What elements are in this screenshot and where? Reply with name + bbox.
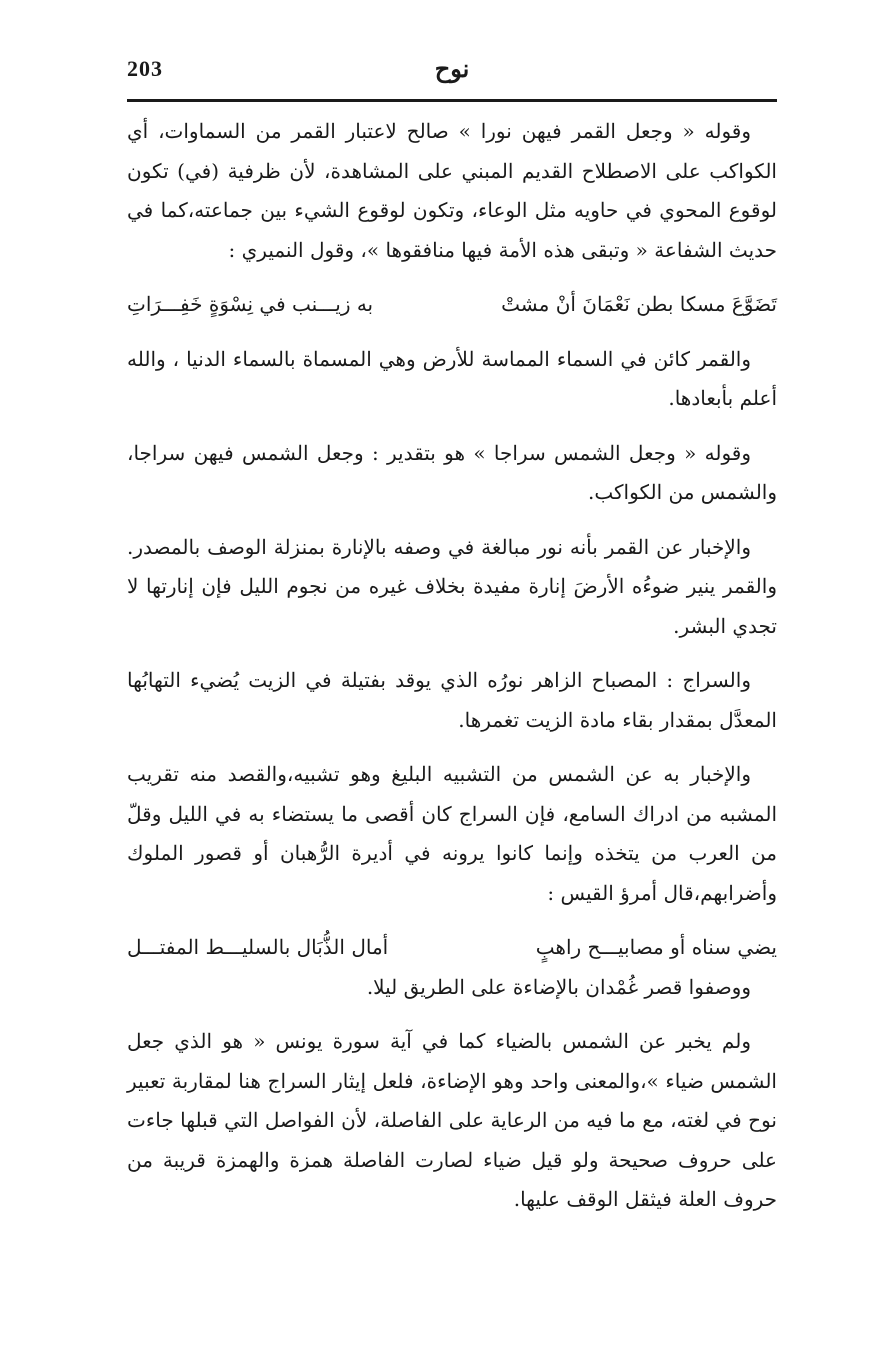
paragraph-7: ولم يخبر عن الشمس بالضياء كما في آية سورة يونس « هو الذي جعل الشمس ضياء »،والمعنى واحد وهو الإضاءة، فلعل إيثار السراج هنا لمقاربة تعبير نوح في لغته، مع ما فيه من الرعاية على الفاصلة، لأن الفواصل التي قبلها جاءت على حروف صحيحة ولو قيل ضياء لصارت الفاصلة همزة والهمزة قريبة من حروف العلة فيثقل الوقف عليها.: [127, 1029, 777, 1211]
paragraph-1: وقوله « وجعل القمر فيهن نورا » صالح لاعتبار القمر من السماوات، أي الكواكب على الاصطلاح القديم المبني على المشاهدة، لأن ظرفية (في) تكون لوقوع المحوي في حاويه مثل الوعاء، وتكون لوقوع الشيء بين جماعته،كما في حديث الشفاعة « وتبقى هذه الأمة فيها منافقوها »، وقول النميري :: [127, 119, 777, 262]
verse-2-second-hemistich: أمال الذُّبَال بالسليـــط المفتـــل: [127, 935, 389, 959]
page-number: 203: [127, 56, 163, 81]
verse-line-1: [127, 285, 777, 325]
paragraph-4: والإخبار عن القمر بأنه نور مبالغة في وصفه بالإنارة بمنزلة الوصف بالمصدر. والقمر ينير ضوءُه الأرضَ إنارة مفيدة بخلاف غيره من نجوم الليل فإن إنارتها لا تجدي البشر.: [127, 534, 777, 638]
paragraph-3: وقوله « وجعل الشمس سراجا » هو بتقدير : وجعل الشمس فيهن سراجا، والشمس من الكواكب.: [127, 440, 777, 504]
paragraph-2: والقمر كائن في السماء المماسة للأرض وهي المسماة بالسماء الدنيا ، والله أعلم بأبعادها.: [127, 346, 777, 410]
verse-1-second-hemistich: به زيـــنب في نِسْوَةٍ خَفِـــرَاتِ: [127, 292, 374, 316]
verse-1-first-hemistich: تَضَوَّعَ مسكا بطن نَعْمَانَ أنْ مشتْ: [501, 292, 777, 316]
body-text: [127, 112, 777, 1220]
paragraph-6: والإخبار به عن الشمس من التشبيه البليغ وهو تشبيه،والقصد منه تقريب المشبه من ادراك السامع، فإن السراج كان أقصى ما يستضاء به في الليل وقلّ من العرب من يتخذه وإنما كانوا يرونه في أديرة الرُّهبان أو قصور الملوك وأضرابهم،قال أمرؤ القيس :: [127, 762, 777, 905]
header-rule: [127, 99, 777, 102]
verse-2-first-hemistich: يضي سناه أو مصابيـــح راهبٍ: [535, 935, 777, 959]
verse-line-2: [127, 928, 777, 968]
page-header: [127, 52, 777, 96]
verse-2-note: ووصفوا قصر غُمْدان بالإضاءة على الطريق ليلا.: [366, 974, 751, 999]
running-head: نوح: [434, 54, 470, 83]
paragraph-5: والسراج : المصباح الزاهر نورُه الذي يوقد بفتيلة في الزيت يُضيء التهابُها المعدَّل بمقدار بقاء مادة الزيت تغمرها.: [127, 668, 777, 732]
